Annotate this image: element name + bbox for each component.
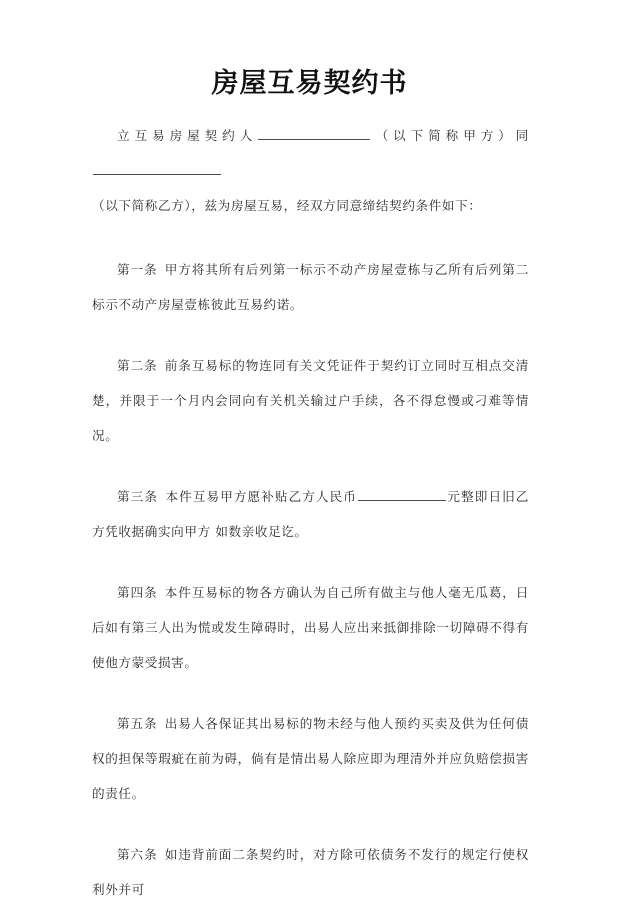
article-5-label: 第五条 [117,716,158,731]
article-4 [92,575,529,680]
article-3-text-after-blank: 元整即日旧乙方凭收据确实向甲方 如数亲收足讫。 [92,489,529,539]
article-2-text: 前条互易标的物连同有关文凭证件于契约订立同时互相点交清楚，并限于一个月内会同向有关机关输过户手续，各不得怠慢或刁难等情况。 [92,358,529,443]
article-3-label: 第三条 [117,489,159,504]
article-5 [92,706,529,811]
article-6-text: 如违背前面二条契约时，对方除可依债务不发行的规定行使权利外并可 [92,847,529,897]
article-1-text: 甲方将其所有后列第一标示不动产房屋壹栋与乙所有后列第二标示不动产房屋壹栋彼此互易约诺。 [92,262,529,312]
party-b-name-blank[interactable] [93,161,221,175]
article-6-label: 第六条 [117,847,158,862]
page-title: 房屋互易契约书 [211,68,408,99]
party-a-name-blank[interactable] [258,126,370,140]
article-2-label: 第二条 [117,358,158,373]
spacer [92,453,529,479]
spacer [92,223,529,252]
article-2 [92,348,529,453]
intro-paragraph-line-2: （以下简称乙方），兹为房屋互易，经双方同意缔结契约条件如下： [92,198,482,213]
spacer [92,549,529,575]
document-body [92,118,529,907]
article-1 [92,252,529,322]
intro-paragraph-line-1 [92,118,529,188]
article-6 [92,837,529,907]
spacer [92,811,529,837]
subsidy-amount-blank[interactable] [358,487,446,501]
intro-segment-1: 立互易房屋契约人 [117,128,258,143]
article-3-text-before-blank: 本件互易甲方愿补贴乙方人民币 [165,489,357,504]
article-1-label: 第一条 [117,262,158,277]
article-5-text: 出易人各保证其出易标的物未经与他人预约买卖及供为任何债权的担保等瑕疵在前为碍，倘有是情出易人除应即为理清外并应负赔偿损害的责任。 [92,716,529,801]
article-4-text: 本件互易标的物各方确认为自己所有做主与他人毫无瓜葛，日后如有第三人出为慌或发生障碍时，出易人应出来抵御排除一切障碍不得有使他方蒙受损害。 [92,585,529,670]
intro-segment-2: （以下简称甲方）同 [371,128,529,143]
spacer [92,680,529,706]
spacer [92,322,529,348]
article-4-label: 第四条 [117,585,158,600]
article-3 [92,479,529,549]
